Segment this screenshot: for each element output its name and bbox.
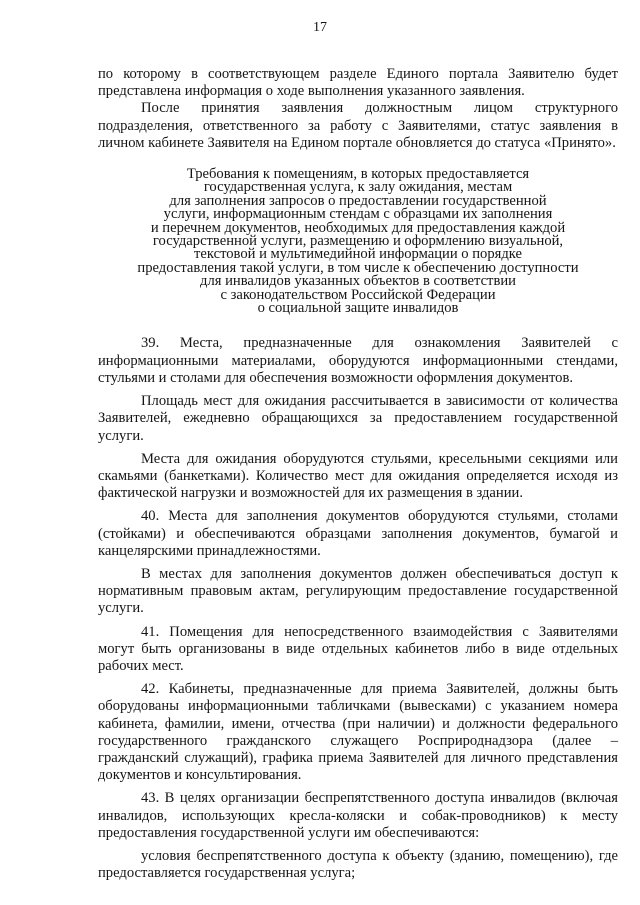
heading-line: о социальной защите инвалидов: [257, 300, 459, 317]
heading-line: с законодательством Российской Федерации: [220, 286, 496, 303]
paragraph-39: 39. Места, предназначенные для ознакомления Заявителей с информационными материалами, оборудуются информационными стендами, стульями и столами для обеспечения возможности оформления документов.: [98, 335, 618, 386]
heading-line: услуги, информационным стендам с образцами их заполнения: [163, 206, 553, 223]
paragraph-41: 41. Помещения для непосредственного взаимодействия с Заявителями могут быть организованы в виде отдельных кабинетов либо в виде отдельных рабочих мест.: [98, 623, 618, 674]
paragraph: Площадь мест для ожидания рассчитывается в зависимости от количества Заявителей, ежедневно обращающихся за предоставлением государственной услуги.: [98, 393, 618, 444]
heading-line: для инвалидов указанных объектов в соответствии: [200, 273, 516, 290]
paragraph: по которому в соответствующем разделе Единого портала Заявителю будет представлена информация о ходе выполнения указанного заявления.: [98, 66, 618, 100]
heading-line: государственная услуга, к залу ожидания, местам: [203, 179, 513, 196]
document-body: [98, 66, 618, 882]
paragraph: Места для ожидания оборудуются стульями, кресельными секциями или скамьями (банкетками). Количество мест для ожидания определяется исходя из фактической нагрузки и возможностей для их размещения в здании.: [98, 450, 618, 502]
heading-line: и перечнем документов, необходимых для предоставления каждой: [150, 219, 566, 236]
paragraph-42: 42. Кабинеты, предназначенные для приема Заявителей, должны быть оборудованы информационными табличками (вывесками) с указанием номера кабинета, фамилии, имени, отчества (при наличии) и должности федерального государственного гражданского служащего Росприроднадзора (далее – гражданский служащий), графика приема Заявителей для личного представления документов и консультирования.: [98, 681, 618, 784]
paragraph: После принятия заявления должностным лицом структурного подразделения, ответственного за работу с Заявителями, статус заявления в личном кабинете Заявителя на Едином портале обновляется до статуса «Принято».: [98, 100, 618, 151]
paragraph: В местах для заполнения документов должен обеспечиваться доступ к нормативным правовым актам, регулирующим предоставление государственной услуги.: [98, 565, 618, 617]
paragraph-43: 43. В целях организации беспрепятственного доступа инвалидов (включая инвалидов, использующих кресла-коляски и собак-проводников) к месту предоставления государственной услуги им обеспечиваются:: [98, 790, 618, 841]
heading-line: для заполнения запросов о предоставлении государственной: [169, 192, 547, 209]
heading-line: Требования к помещениям, в которых предоставляется: [186, 166, 530, 183]
heading-line: государственной услуги, размещению и оформлению визуальной,: [152, 233, 564, 250]
paragraph: условия беспрепятственного доступа к объекту (зданию, помещению), где предоставляется государственная услуга;: [98, 847, 618, 882]
paragraph-40: 40. Места для заполнения документов оборудуются стульями, столами (стойками) и обеспечиваются образцами заполнения документов, бумагой и канцелярскими принадлежностями.: [98, 508, 618, 559]
page-number: 17: [313, 20, 327, 35]
heading-line: предоставления такой услуги, в том числе к обеспечению доступности: [137, 259, 579, 276]
section-heading: [98, 168, 618, 315]
heading-line: текстовой и мультимедийной информации о порядке: [194, 246, 522, 263]
